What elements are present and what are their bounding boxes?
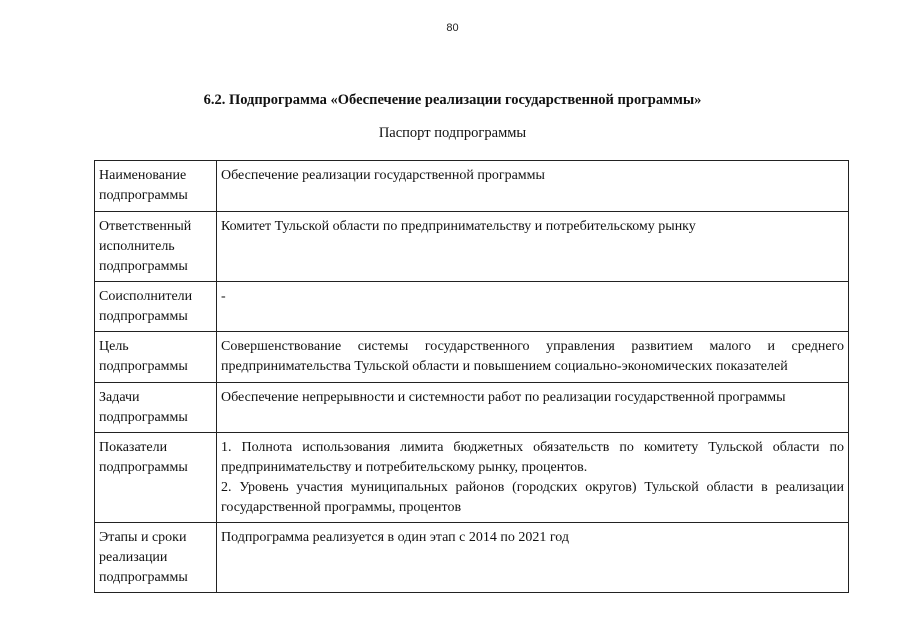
row-label-coexecutors: Соисполнители подпрограммы xyxy=(95,282,217,332)
row-label-tasks: Задачи подпрограммы xyxy=(95,383,217,433)
passport-table xyxy=(94,160,849,593)
row-value-tasks: Обеспечение непрерывности и системности работ по реализации государственной программы xyxy=(217,383,849,433)
table-row-goal xyxy=(95,332,849,383)
indicator-item-2: 2. Уровень участия муниципальных районов (городских округов) Тульской области в реализации государственной программы, процентов xyxy=(221,480,844,515)
row-label-stages: Этапы и сроки реализации подпрограммы xyxy=(95,523,217,593)
indicator-item-1: 1. Полнота использования лимита бюджетных обязательств по комитету Тульской области по предпринимательству и потребительскому рынку, процентов. xyxy=(221,440,844,475)
row-label-executor: Ответственный исполнитель подпрограммы xyxy=(95,212,217,282)
row-label-name: Наименование подпрограммы xyxy=(95,161,217,212)
table-row-coexecutors xyxy=(95,282,849,332)
row-value-goal: Совершенствование системы государственного управления развитием малого и среднего предпринимательства Тульской области и повышением социально-экономических показателей xyxy=(217,332,849,383)
row-label-goal: Цель подпрограммы xyxy=(95,332,217,383)
table-row-stages xyxy=(95,523,849,593)
passport-subtitle: Паспорт подпрограммы xyxy=(378,125,527,141)
table-row-indicators xyxy=(95,433,849,523)
table-row-executor xyxy=(95,212,849,282)
section-title: 6.2. Подпрограмма «Обеспечение реализации государственной программы» xyxy=(203,92,702,108)
row-label-indicators: Показатели подпрограммы xyxy=(95,433,217,523)
row-value-coexecutors: - xyxy=(217,282,849,332)
row-value-executor: Комитет Тульской области по предпринимательству и потребительскому рынку xyxy=(217,212,849,282)
table-row-name xyxy=(95,161,849,212)
row-value-indicators xyxy=(217,433,849,523)
page-number: 80 xyxy=(446,22,459,34)
table-row-tasks xyxy=(95,383,849,433)
row-value-name: Обеспечение реализации государственной программы xyxy=(217,161,849,212)
row-value-stages: Подпрограмма реализуется в один этап с 2014 по 2021 год xyxy=(217,523,849,593)
